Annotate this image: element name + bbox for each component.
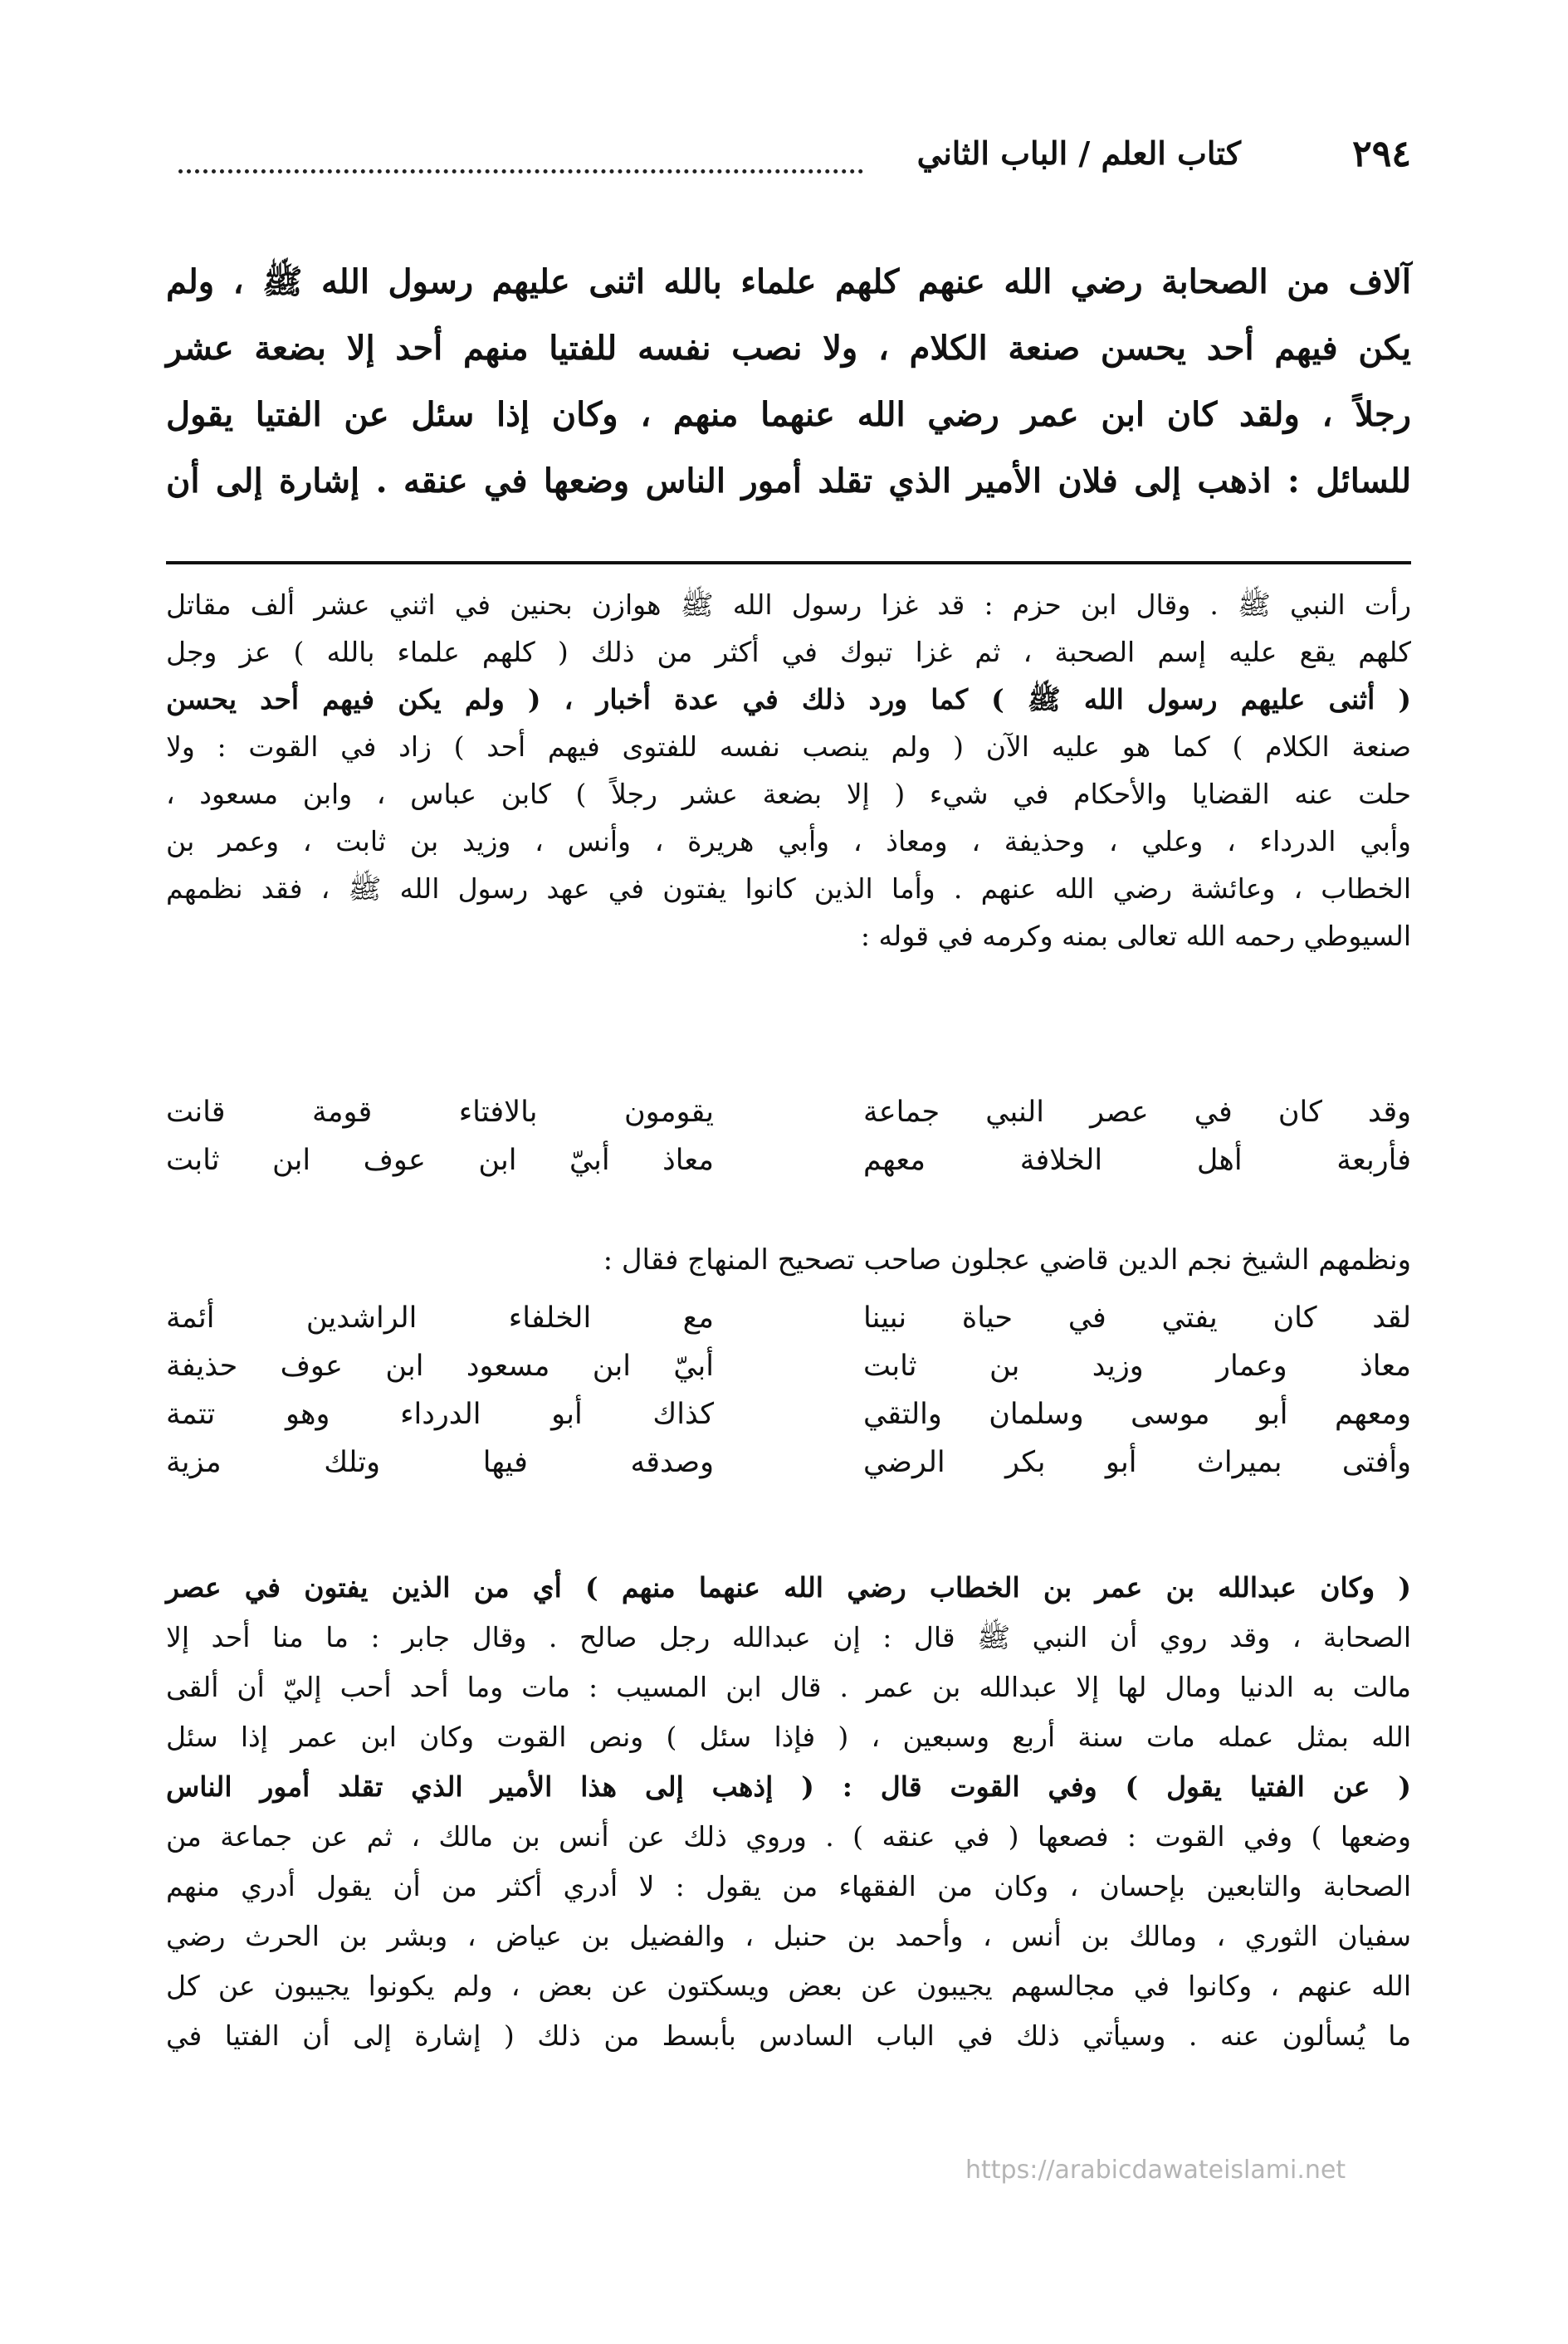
verse-second-hemistich: وصدقه فيها وتلك مزية	[166, 1446, 714, 1479]
commentary-line: سفيان الثوري ، ومالك بن أنس ، وأحمد بن حنبل ، والفضيل بن عياض ، وبشر بن الحرث رضي	[166, 1920, 1411, 1952]
main-line: رجلاً ، ولقد كان ابن عمر رضي الله عنهما منهم ، وكان إذا سئل عن الفتيا يقول	[166, 395, 1411, 434]
page-number: ٢٩٤	[1352, 133, 1411, 175]
main-text	[166, 249, 1411, 515]
commentary-line: ( عن الفتيا يقول ) وفي القوت قال : ( إذهب إلى هذا الأمير الذي تقلد أمور الناس	[166, 1770, 1411, 1803]
commentary-line: الله عنهم ، وكانوا في مجالسهم يجيبون عن بعض ويسكتون عن بعض ، ولم يكونوا يجيبون عن كل	[166, 1970, 1411, 2002]
watermark-url: https://arabicdawateislami.net	[965, 2156, 1346, 2185]
verse-second-hemistich: أبيّ ابن مسعود ابن عوف حذيفة	[166, 1350, 714, 1383]
running-title: كتاب العلم / الباب الثاني	[916, 134, 1241, 172]
commentary-line: ( أثنى عليهم رسول الله ﷺ ) كما ورد ذلك في عدة أخبار ، ( ولم يكن فيهم أحد يحسن	[166, 683, 1411, 715]
commentary-block-1	[166, 581, 1411, 960]
verse-first-hemistich: معاذ وعمار وزيد بن ثابت	[863, 1350, 1411, 1383]
poem-verse	[166, 1398, 1411, 1446]
commentary-line: ما يُسألون عنه . وسيأتي ذلك في الباب السادس بأبسط من ذلك ( إشارة إلى أن الفتيا في	[166, 2019, 1411, 2052]
commentary-line: كلهم يقع عليه إسم الصحبة ، ثم غزا تبوك في أكثر من ذلك ( كلهم علماء بالله ) عز وجل	[166, 636, 1411, 668]
running-header	[166, 133, 1411, 191]
poem-verse	[166, 1446, 1411, 1494]
commentary-line: الخطاب ، وعائشة رضي الله عنهم . وأما الذين كانوا يفتون في عهد رسول الله ﷺ ، فقد نظمهم	[166, 872, 1411, 905]
verse-second-hemistich: كذاك أبو الدرداء وهو تتمة	[166, 1398, 714, 1431]
verse-second-hemistich: يقومون بالافتاء قومة قانت	[166, 1096, 714, 1129]
commentary-line: حلت عنه القضايا والأحكام في شيء ( إلا بضعة عشر رجلاً ) كابن عباس ، وابن مسعود ،	[166, 778, 1411, 810]
verse-second-hemistich: معاذ أبيّ ابن عوف ابن ثابت	[166, 1144, 714, 1177]
commentary-block-2	[166, 1563, 1411, 2061]
verse-first-hemistich: وأفتى بميراث أبو بكر الرضي	[863, 1446, 1411, 1479]
book-page	[166, 0, 1411, 2344]
header-dotted-leader	[178, 169, 863, 173]
commentary-line: وأبي الدرداء ، وعلي ، وحذيفة ، ومعاذ ، وأبي هريرة ، وأنس ، وزيد بن ثابت ، وعمر بن	[166, 825, 1411, 857]
verse-first-hemistich: لقد كان يفتي في حياة نبينا	[863, 1301, 1411, 1335]
commentary-line: الصحابة ، وقد روي أن النبي ﷺ قال : إن عبدالله رجل صالح . وقال جابر : ما منا أحد إلا	[166, 1621, 1411, 1653]
poem-2-intro: ونظمهم الشيخ نجم الدين قاضي عجلون صاحب تصحيح المنهاج فقال :	[603, 1243, 1411, 1277]
footnote-separator	[166, 561, 1411, 564]
verse-first-hemistich: ومعهم أبو موسى وسلمان والتقي	[863, 1398, 1411, 1431]
poem-ajlouni	[166, 1301, 1411, 1494]
commentary-line: الصحابة والتابعين بإحسان ، وكان من الفقهاء من يقول : لا أدري أكثر من أن يقول أدري منهم	[166, 1870, 1411, 1902]
poem-suyuti	[166, 1096, 1411, 1192]
main-line: للسائل : اذهب إلى فلان الأمير الذي تقلد أمور الناس وضعها في عنقه . إشارة إلى أن	[166, 461, 1411, 501]
main-line: يكن فيهم أحد يحسن صنعة الكلام ، ولا نصب نفسه للفتيا منهم أحد إلا بضعة عشر	[166, 329, 1411, 368]
verse-first-hemistich: فأربعة أهل الخلافة معهم	[863, 1144, 1411, 1177]
poem-verse	[166, 1301, 1411, 1350]
commentary-line: ( وكان عبدالله بن عمر بن الخطاب رضي الله عنهما منهم ) أي من الذين يفتون في عصر	[166, 1571, 1411, 1604]
commentary-line: صنعة الكلام ) كما هو عليه الآن ( ولم ينصب نفسه للفتوى فيهم أحد ) زاد في القوت : ولا	[166, 730, 1411, 763]
poem-verse	[166, 1350, 1411, 1398]
poem-verse	[166, 1144, 1411, 1192]
verse-first-hemistich: وقد كان في عصر النبي جماعة	[863, 1096, 1411, 1129]
poem-verse	[166, 1096, 1411, 1144]
commentary-line: وضعها ) وفي القوت : فصعها ( في عنقه ) . وروي ذلك عن أنس بن مالك ، ثم عن جماعة من	[166, 1820, 1411, 1853]
commentary-line: رأت النبي ﷺ . وقال ابن حزم : قد غزا رسول الله ﷺ هوازن بحنين في اثني عشر ألف مقاتل	[166, 588, 1411, 621]
commentary-line: مالت به الدنيا ومال لها إلا عبدالله بن عمر . قال ابن المسيب : مات وما أحد أحب إليّ أن ألقى	[166, 1671, 1411, 1703]
commentary-line: الله بمثل عمله مات سنة أربع وسبعين ، ( فإذا سئل ) ونص القوت وكان ابن عمر إذا سئل	[166, 1721, 1411, 1753]
main-line: آلاف من الصحابة رضي الله عنهم كلهم علماء بالله اثنى عليهم رسول الله ﷺ ، ولم	[166, 262, 1411, 301]
verse-second-hemistich: مع الخلفاء الراشدين أئمة	[166, 1301, 714, 1335]
commentary-line: السيوطي رحمه الله تعالى بمنه وكرمه في قوله :	[860, 920, 1411, 952]
